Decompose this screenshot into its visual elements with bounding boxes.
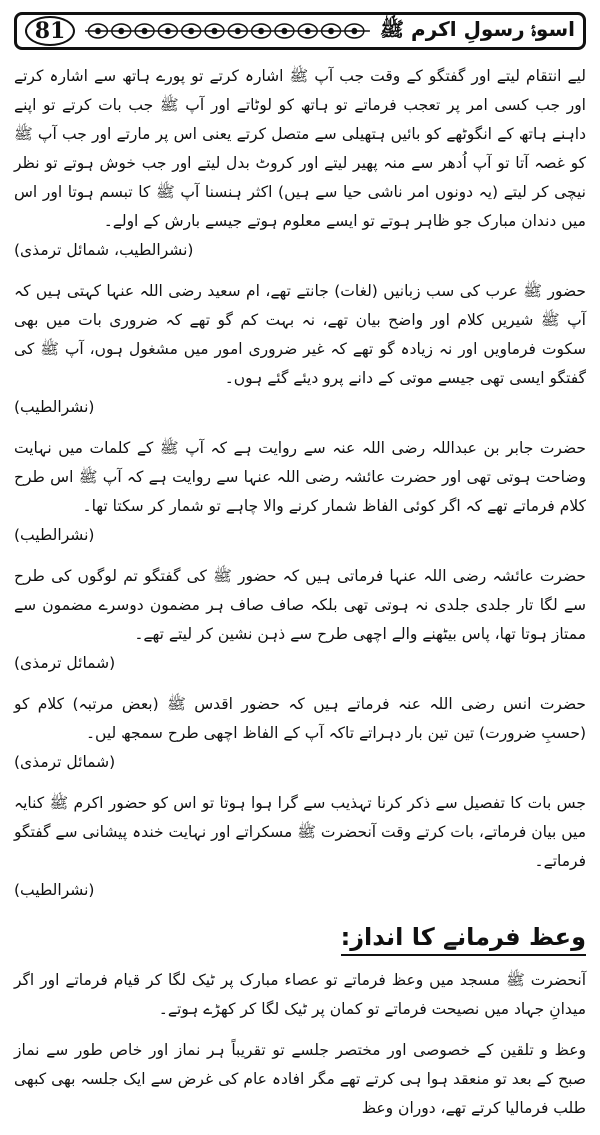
page-number: 81 [25,16,75,46]
page-header [14,12,586,50]
reference-citation: (نشرالطیب) [14,398,95,416]
reference-citation: (نشرالطیب) [14,881,95,899]
paragraph-text: جس بات کا تفصیل سے ذکر کرنا تہذیب سے گرا ہوا ہوتا تو اس کو حضور اکرم ﷺ کنایہ میں بیان فرماتے، بات کرتے وقت آنحضرت ﷺ مسکراتے اور نہایت خندہ پیشانی سے گفتگو فرماتے۔ [14,794,586,870]
paragraph [14,562,586,678]
paragraph-text: حضرت جابر بن عبداللہ رضی اللہ عنہ سے روایت ہے کہ آپ ﷺ کے کلمات میں نہایت وضاحت ہوتی تھی اور حضرت عائشہ رضی اللہ عنہا سے روایت ہے کہ آپ ﷺ اس طرح کلام فرماتے تھے کہ اگر کوئی الفاظ شمار کرنے والا چاہے تو شمار کر سکتا تھا۔ [14,439,586,515]
paragraph-text: حضرت عائشہ رضی اللہ عنہا فرماتی ہیں کہ حضور ﷺ کی گفتگو تم لوگوں کی طرح سے لگا تار جلدی جلدی نہ ہوتی تھی بلکہ صاف صاف ہر مضمون دوسرے مضمون سے ممتاز ہوتا تھا، پاس بیٹھنے والے اچھی طرح سے ذہن نشین کر لیتے تھے۔ [14,567,586,643]
paragraph [14,690,586,777]
paragraph [14,434,586,550]
paragraph-text: لیے انتقام لیتے اور گفتگو کے وقت جب آپ ﷺ اشارہ کرتے تو پورے ہاتھ سے اشارہ کرتے اور جب کسی امر پر تعجب فرماتے تو ہاتھ کو لوٹاتے اور آپ ﷺ جب بات کرتے تو اپنے داہنے ہاتھ کے انگوٹھے کو بائیں ہتھیلی سے متصل کرتے یعنی اس پر مارتے اور جب آپ ﷺ کو غصہ آتا تو آپ اُدھر سے منہ پھیر لیتے اور کروٹ بدل لیتے اور جب خوش ہوتے تو نظر نیچی کر لیتے (یہ دونوں امر ناشی حیا سے ہیں) اکثر ہنسنا آپ ﷺ کا تبسم ہوتا اور اس میں دندان مبارک جو ظاہر ہوتے تو ایسے معلوم ہوتے جیسے بارش کے اولے۔ [14,67,586,230]
paragraph [14,1036,586,1123]
reference-citation: (شمائل ترمذی) [14,753,116,771]
book-title: اسوۂ رسولِ اکرم ﷺ [379,16,575,41]
paragraph [14,966,586,1024]
decorative-border-ornament [85,20,370,42]
reference-citation: (شمائل ترمذی) [14,654,116,672]
paragraph-text: حضرت انس رضی اللہ عنہ فرماتے ہیں کہ حضور اقدس ﷺ (بعض مرتبہ) کلام کو (حسبِ ضرورت) تین تین بار دہراتے تاکہ آپ کے الفاظ اچھی طرح سمجھ لیں۔ [14,695,586,742]
paragraph-text: حضور ﷺ عرب کی سب زبانیں (لغات) جانتے تھے، ام سعید رضی اللہ عنہا کہتی ہیں کہ آپ ﷺ شیریں کلام اور واضح بیان تھے، نہ بہت کم گو تھے کہ ضروری بات میں بھی سکوت فرماویں اور نہ زیادہ گو تھے کہ غیر ضروری امور میں مشغول ہوں، آپ ﷺ کی گفتگو ایسی تھی جیسے موتی کے دانے پرو دیئے گئے ہوں۔ [14,282,586,387]
paragraph [14,789,586,905]
page-body [14,62,586,1135]
paragraph-text: وعظ و تلقین کے خصوصی اور مختصر جلسے تو تقریباً ہر نماز اور خاص طور سے نماز صبح کے بعد تو منعقد ہوا ہی کرتے تھے مگر افادہ عام کی غرض سے ایک جلسہ بھی کبھی طلب فرمالیا کرتے تھے، دوران وعظ [14,1041,586,1117]
paragraph-text: آنحضرت ﷺ مسجد میں وعظ فرماتے تو عصاء مبارک پر ٹیک لگا کر قیام فرماتے اور اگر میدانِ جہاد میں نصیحت فرماتے تو کمان پر ٹیک لگا کر کھڑے ہوتے۔ [14,971,586,1018]
paragraph [14,62,586,265]
section-heading-text: وعظ فرمانے کا انداز: [341,923,586,956]
paragraph [14,277,586,422]
reference-citation: (نشرالطیب) [14,526,95,544]
section-heading [14,923,586,956]
reference-citation: (نشرالطیب، شمائل ترمذی) [14,241,194,259]
